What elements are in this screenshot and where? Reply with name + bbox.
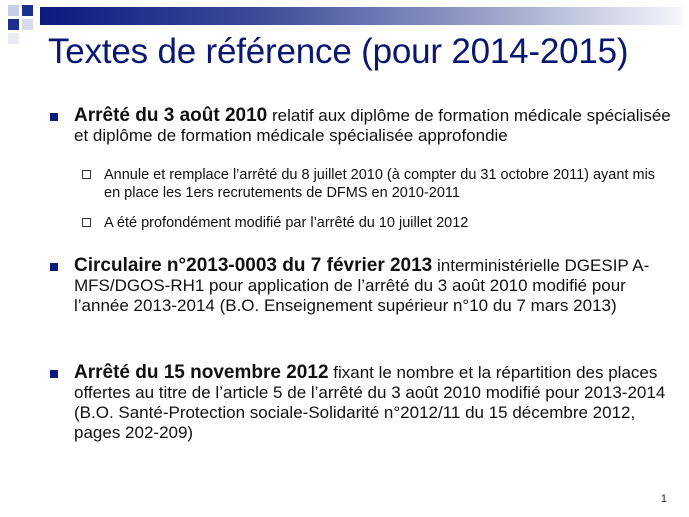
decorative-square <box>8 33 19 44</box>
square-bullet-icon <box>50 370 58 378</box>
decorative-square <box>8 19 19 30</box>
bullet-lead: Arrêté du 3 août 2010 <box>74 105 268 126</box>
bullet-rest: relatif aux diplôme de formation médicale spécialisée et diplôme de formation médicale spécialisée approfondie <box>74 106 671 145</box>
bullet-text <box>74 256 674 316</box>
square-bullet-icon <box>50 113 58 121</box>
hollow-square-bullet-icon <box>82 218 91 227</box>
bullet-text <box>74 106 674 146</box>
bullet-lead: Arrêté du 15 novembre 2012 <box>74 362 329 383</box>
sub-bullet-text: A été profondément modifié par l’arrêté du 10 juillet 2012 <box>104 215 469 231</box>
bullet-rest: fixant le nombre et la répartition des places offertes au titre de l’article 5 de l’arrêté du 3 août 2010 modifié pour 2013-2014 (B.O. Santé-Protection sociale-Solidarité n°2012/11 du 15 décembre 2012, pages 202-209) <box>74 363 666 442</box>
decorative-square <box>22 5 33 16</box>
bullet-text <box>74 363 674 443</box>
hollow-square-bullet-icon <box>82 170 91 179</box>
header-gradient-bar <box>40 7 683 25</box>
decorative-square <box>8 5 19 16</box>
page-number: 1 <box>660 493 667 505</box>
sub-bullet-text: Annule et remplace l’arrêté du 8 juillet 2010 (à compter du 31 octobre 2011) ayant mis en place les 1ers recrutements de DFMS en 2010-2011 <box>104 167 656 201</box>
bullet-rest: interministérielle DGESIP A-MFS/DGOS-RH1 pour application de l’arrêté du 3 août 2010 modifié pour l’année 2013-2014 (B.O. Enseignement supérieur n°10 du 7 mars 2013) <box>74 256 650 315</box>
bullet-lead: Circulaire n°2013-0003 du 7 février 2013 <box>74 255 433 276</box>
square-bullet-icon <box>50 263 58 271</box>
decorative-square <box>22 19 33 30</box>
slide-title: Textes de référence (pour 2014-2015) <box>48 32 629 71</box>
